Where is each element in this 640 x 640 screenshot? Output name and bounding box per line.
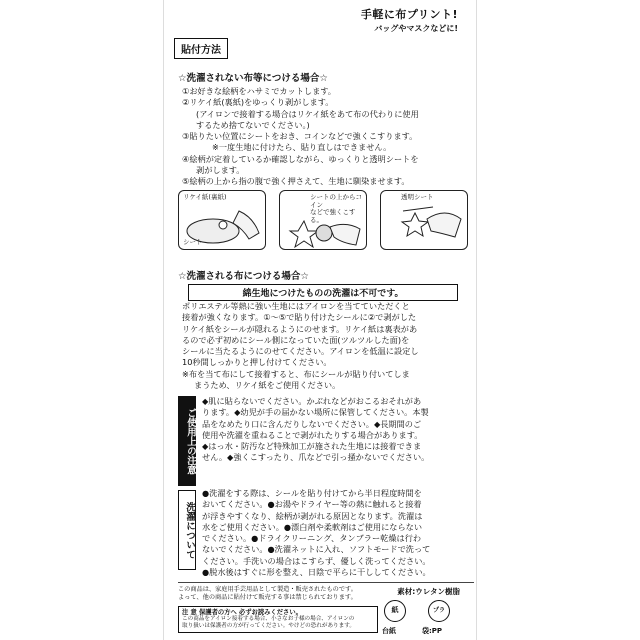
caution-line-1: この商品をアイロン接着する場合、小さなお子様の場合、アイロンの xyxy=(182,616,355,622)
ironing-line: るので必ず初めにシール側になっていた面(ツルツルした面)を xyxy=(182,334,410,345)
caution-heading: 注 意 保護者の方へ 必ずお読みください。 xyxy=(182,609,302,616)
usage-line: 使用や洗濯を重ねることで剥がれたりする場合があります。 xyxy=(202,429,423,440)
step-line: ③貼りたい位置にシートをおき、コインなどで強くこすります。 xyxy=(182,131,418,142)
illustration-row xyxy=(178,190,468,252)
illustration-caption: シートの上からコイン などで強くこする。 xyxy=(310,193,362,224)
washing-line: ●脱水後はすぐに形を整え、日陰で平らに干ししてください。 xyxy=(202,567,431,578)
step-line: 剥がします。 xyxy=(196,165,245,176)
illustration-clear-sheet xyxy=(380,190,468,250)
instruction-card xyxy=(163,0,477,640)
brand-tagline xyxy=(361,6,458,34)
footer-divider xyxy=(178,582,474,583)
page-title: 貼付方法 xyxy=(174,38,228,59)
plastic-recycle-icon: プラ xyxy=(428,600,450,622)
section1-heading: ☆洗濯されない布等につける場合☆ xyxy=(178,73,328,84)
ironing-line: リケイ紙をシールが隠れるようにのせます。リケイ紙は裏表があ xyxy=(182,323,418,334)
step-line: (アイロンで接着する場合はリケイ紙をあて布の代わりに使用 xyxy=(196,108,419,119)
washing-line: ください。手洗いの場合はこすらず、優しく洗ってください。 xyxy=(202,555,431,566)
ironing-line: 10秒間しっかりと押し付けてください。 xyxy=(182,357,332,368)
ironing-line: ポリエステル等熱に強い生地にはアイロンを当てていただくと xyxy=(182,301,410,311)
illustration-caption: リケイ紙(裏紙) xyxy=(183,193,227,201)
footer-notes xyxy=(178,586,358,602)
caution-line-2: 取り扱いは保護者の方が行ってください。やけどの恐れがあります。 xyxy=(182,623,355,629)
material-label: 素材:ウレタン樹脂 xyxy=(397,587,460,596)
washing-instructions xyxy=(202,488,474,578)
ironing-line: 接着が強くなります。①〜⑤で貼り付けたシールに②で剥がした xyxy=(182,312,417,323)
guardian-caution xyxy=(178,606,378,633)
illustration-sheet-label: シート xyxy=(183,238,203,246)
ironing-line: シールに当たるようにのせてください。アイロンを低温に設定し xyxy=(182,346,419,357)
brand-line-1: 手軽に布プリント! xyxy=(360,8,458,21)
section2-text xyxy=(182,301,472,391)
section1-steps xyxy=(182,86,472,188)
illustration-peel xyxy=(178,190,266,250)
ironing-line: まうため、リケイ紙をご使用ください。 xyxy=(194,380,341,391)
footer-note-1: この商品は、家庭用手芸用品として製造・販売されたものです。 xyxy=(178,586,357,593)
usage-line: 品をなめたり口に含んだりしないでください。◆長期間のご xyxy=(202,418,422,429)
paper-recycle-label: 台紙 xyxy=(382,627,396,635)
washing-line: ●洗濯をする際は、シールを貼り付けてから半日程度時間を xyxy=(202,488,422,498)
usage-line: せん。◆強くこすったり、爪などで引っ掻かないでください。 xyxy=(202,452,430,463)
ironing-line: ※布を当て布にして接着すると、布にシールが貼り付いてしま xyxy=(182,368,410,379)
paper-recycle-icon: 紙 xyxy=(384,600,406,622)
washing-side-label: 洗濯について xyxy=(178,490,196,570)
brand-line-2: バッグやマスクなどに! xyxy=(374,24,458,33)
washing-line: 水をご使用ください。●漂白剤や柔軟剤はご使用にならない xyxy=(202,521,423,532)
step-line: ※一度生地に付けたら、貼り直しはできません。 xyxy=(212,142,392,153)
step-line: ⑤絵柄の上から指の腹で強く押さえて、生地に馴染ませます。 xyxy=(182,176,410,187)
footer-note-2: よって、他の商品に貼付けて販売する事は禁じられております。 xyxy=(178,594,357,601)
washing-line: おいてください。●お湯やドライヤー等の熱に触れると接着 xyxy=(202,499,422,510)
washing-line: が浮きやすくなり、絵柄が剥がれる原因となります。洗濯は xyxy=(202,510,423,521)
plastic-recycle-label: 袋:PP xyxy=(422,627,443,635)
washing-line: ないでください。●洗濯ネットに入れ、ソフトモードで洗って xyxy=(202,544,431,555)
step-line: ④絵柄が定着しているか確認しながら、ゆっくりと透明シートを xyxy=(182,153,419,164)
step-line: ①お好きな絵柄をハサミでカットします。 xyxy=(182,86,336,96)
section2-heading: ☆洗濯される布につける場合☆ xyxy=(178,271,309,282)
usage-side-label: ご使用上の注意 xyxy=(178,396,196,486)
step-line: するため捨てないでください。) xyxy=(196,119,310,130)
usage-cautions xyxy=(202,396,474,464)
usage-line: ります。◆幼児が手の届かない場所に保管してください。本製 xyxy=(202,407,429,418)
illustration-coin xyxy=(279,190,367,250)
usage-line: ◆はっ水・防汚など特殊加工が施された生地には接着できま xyxy=(202,441,422,452)
cotton-warning: 綿生地につけたものの洗濯は不可です。 xyxy=(188,284,458,301)
washing-line: でください。●ドライクリーニング、タンブラー乾燥は行わ xyxy=(202,533,422,544)
usage-line: ◆肌に貼らないでください。かぶれなどがおこるおそれがあ xyxy=(202,396,422,406)
step-line: ②リケイ紙(裏紙)をゆっくり剥がします。 xyxy=(182,97,334,108)
illustration-caption: 透明シート xyxy=(401,193,434,201)
